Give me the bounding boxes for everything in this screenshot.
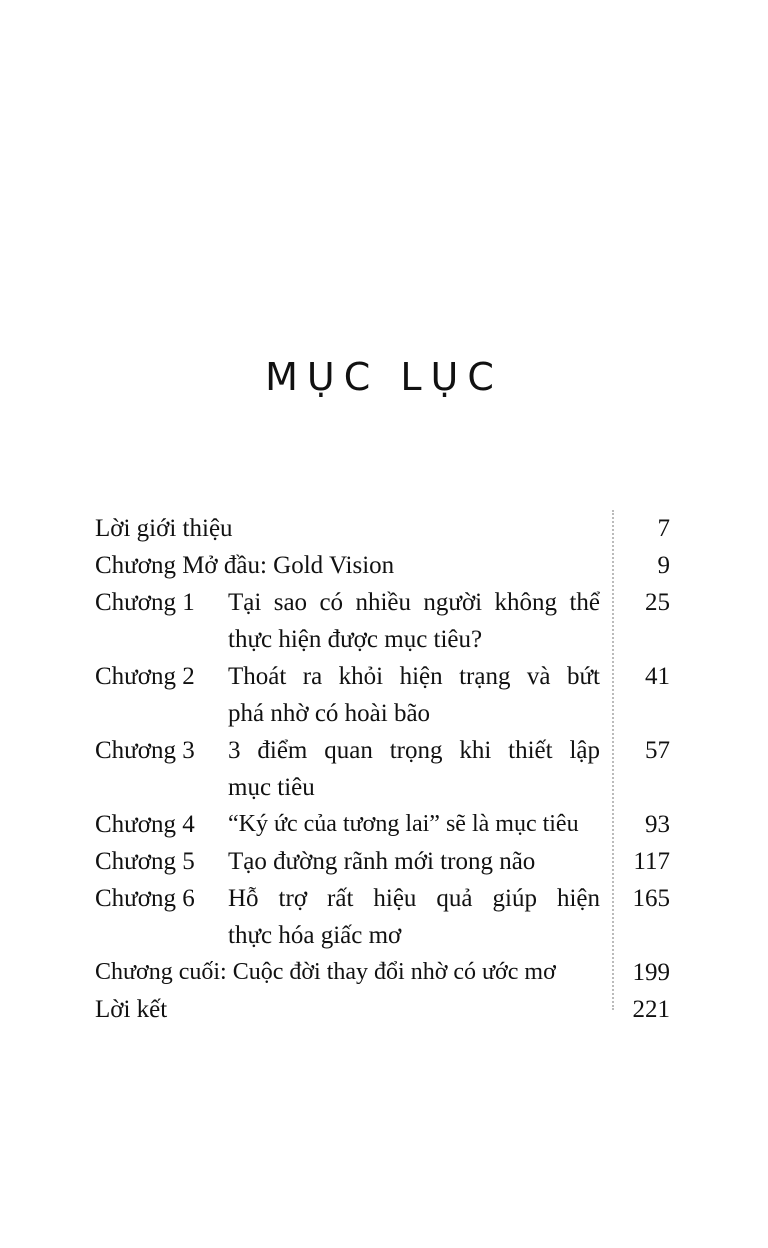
toc-entry-chapter-3[interactable] xyxy=(95,732,670,769)
toc-chapter-label: Chương 3 xyxy=(95,737,195,764)
toc-entry-chapter-1[interactable] xyxy=(95,584,670,621)
table-of-contents xyxy=(95,510,670,1028)
toc-entry-label: Chương Mở đầu: Gold Vision xyxy=(95,552,395,579)
toc-chapter-title: Tại sao có nhiều người không thể xyxy=(228,589,600,616)
toc-page-number: 221 xyxy=(632,996,670,1023)
toc-entry-chapter-3-cont xyxy=(95,769,670,806)
toc-entry-prologue[interactable] xyxy=(95,547,670,584)
toc-entry-chapter-1-cont xyxy=(95,621,670,658)
toc-entry-chapter-6-cont xyxy=(95,917,670,954)
toc-page-number: 117 xyxy=(633,848,670,875)
toc-entry-label: Lời giới thiệu xyxy=(95,515,233,542)
toc-entry-label: Lời kết xyxy=(95,996,168,1023)
toc-chapter-title-cont: thực hiện được mục tiêu? xyxy=(228,626,483,653)
toc-chapter-title: “Ký ức của tương lai” sẽ là mục tiêu xyxy=(228,811,579,837)
toc-entry-chapter-2[interactable] xyxy=(95,658,670,695)
toc-chapter-title: Thoát ra khỏi hiện trạng và bứt xyxy=(228,663,600,690)
toc-page-number: 9 xyxy=(657,552,670,579)
toc-chapter-title-cont: phá nhờ có hoài bão xyxy=(228,700,431,727)
toc-chapter-title-cont: thực hóa giấc mơ xyxy=(228,922,402,949)
toc-chapter-label: Chương 6 xyxy=(95,885,195,912)
toc-page-number: 25 xyxy=(645,589,670,616)
toc-page-number: 199 xyxy=(632,959,670,986)
toc-chapter-label: Chương 2 xyxy=(95,663,195,690)
toc-chapter-title-cont: mục tiêu xyxy=(228,774,315,801)
toc-entry-label: Chương cuối: Cuộc đời thay đổi nhờ có ước mơ xyxy=(95,959,556,985)
toc-entry-chapter-5[interactable] xyxy=(95,843,670,880)
toc-chapter-label: Chương 4 xyxy=(95,811,195,838)
toc-entry-chapter-6[interactable] xyxy=(95,880,670,917)
toc-page-number: 7 xyxy=(657,515,670,542)
toc-page-number: 165 xyxy=(632,885,670,912)
toc-page-number: 41 xyxy=(645,663,670,690)
toc-page-number: 57 xyxy=(645,737,670,764)
toc-entry-outro[interactable] xyxy=(95,991,670,1028)
page-title: MỤC LỤC xyxy=(265,355,503,399)
toc-chapter-title: 3 điểm quan trọng khi thiết lập xyxy=(228,737,600,764)
toc-entry-chapter-4[interactable] xyxy=(95,806,670,843)
toc-chapter-title: Hỗ trợ rất hiệu quả giúp hiện xyxy=(228,885,600,912)
toc-page-number: 93 xyxy=(645,811,670,838)
toc-chapter-title: Tạo đường rãnh mới trong não xyxy=(228,848,536,875)
toc-entry-chapter-2-cont xyxy=(95,695,670,732)
toc-entry-final[interactable] xyxy=(95,954,670,991)
toc-chapter-label: Chương 1 xyxy=(95,589,195,616)
toc-entry-intro[interactable] xyxy=(95,510,670,547)
toc-chapter-label: Chương 5 xyxy=(95,848,195,875)
